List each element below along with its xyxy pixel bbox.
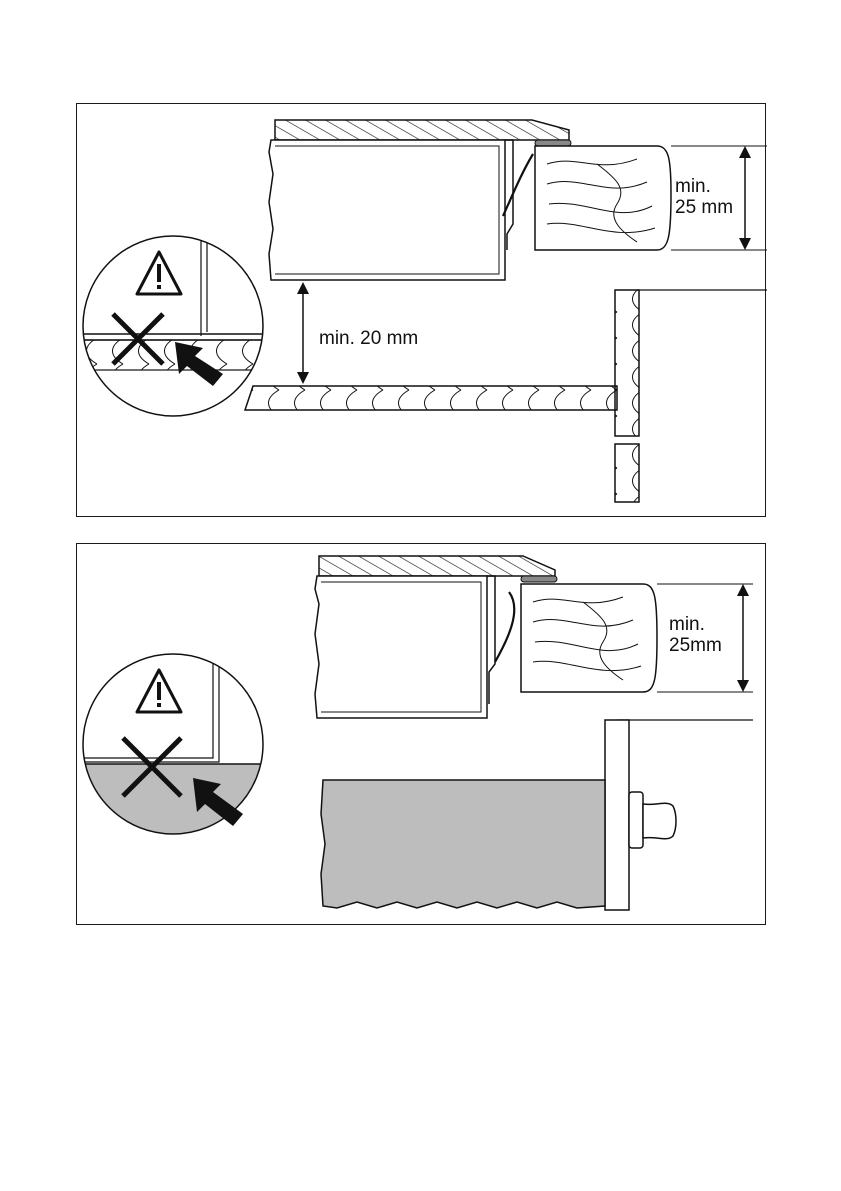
seal-strip xyxy=(535,140,571,146)
hob-body-2 xyxy=(315,576,487,718)
hob-glass-top-2 xyxy=(319,556,555,576)
figure-2-illustration xyxy=(77,544,767,926)
drawer-knob-icon xyxy=(629,792,676,848)
shelf-board xyxy=(245,386,617,410)
hob-body xyxy=(269,140,505,280)
side-panel-upper xyxy=(615,290,639,436)
dimension-label-top-2: min. 25mm xyxy=(669,614,722,656)
figure-panel-1 xyxy=(76,103,766,517)
figure-panel-2 xyxy=(76,543,766,925)
warning-inset-1 xyxy=(77,224,277,424)
hob-glass-top xyxy=(275,120,569,140)
side-panel-2 xyxy=(605,720,629,910)
figure-1-illustration xyxy=(77,104,767,518)
drawer-body xyxy=(321,780,605,908)
seal-strip-2 xyxy=(521,576,557,582)
dimension-label-gap: min. 20 mm xyxy=(319,328,419,349)
side-panel-lower xyxy=(615,444,639,502)
dimension-label-top: min. 25 mm xyxy=(675,176,734,218)
